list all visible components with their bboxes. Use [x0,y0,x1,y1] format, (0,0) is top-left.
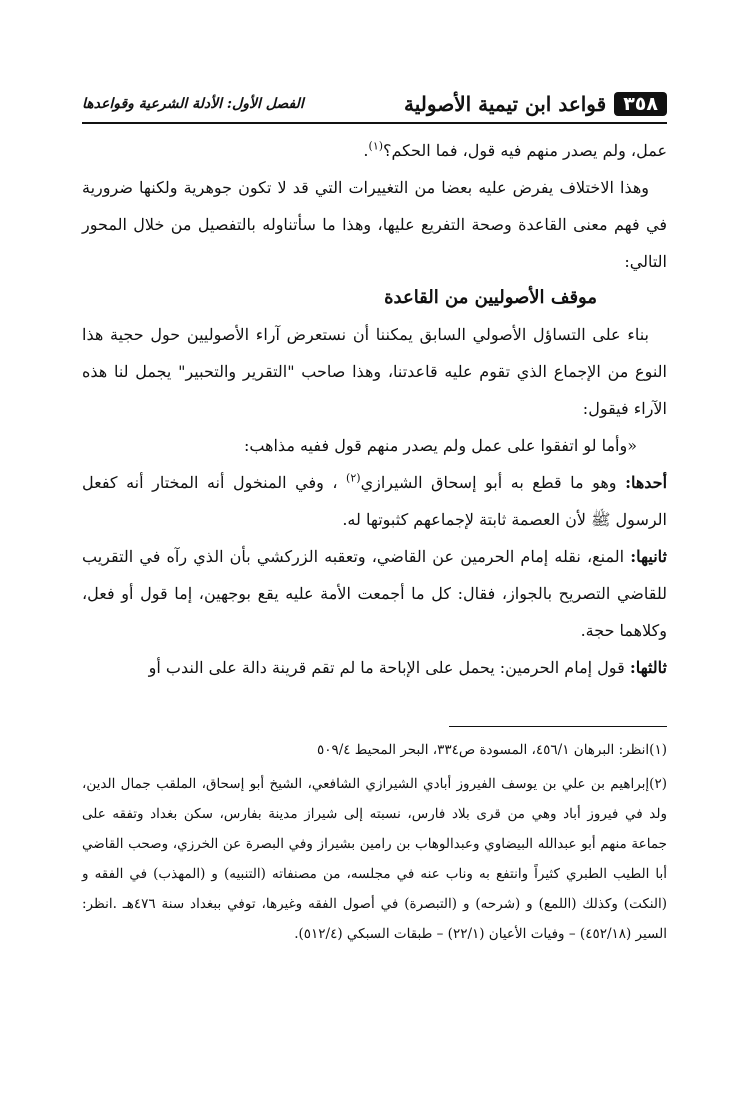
header-divider [82,122,667,124]
opinion-text: قول إمام الحرمين: يحمل على الإباحة ما لم تقم قرينة دالة على الندب أو [148,658,630,677]
running-header [82,86,667,122]
footnotes [82,735,667,949]
footnote-1: (١)انظر: البرهان ٤٥٦/١، المسودة ص٣٣٤، البحر المحيط ٥٠٩/٤ [316,742,667,758]
section-heading: موقف الأصوليين من القاعدة [384,287,597,308]
opinion-first [82,464,667,538]
book-title: قواعد ابن تيمية الأصولية [404,92,607,116]
quote-intro: «وأما لو اتفقوا على عمل ولم يصدر منهم قول ففيه مذاهب: [243,436,637,455]
footnote-ref-1: (١) [368,139,384,153]
paragraph: بناء على التساؤل الأصولي السابق يمكننا أن نستعرض آراء الأصوليين حول حجية هذا النوع من الإجماع الذي تقوم عليه قاعدتنا، وهذا صاحب "التقرير والتحبير" يجمل لنا هذه الآراء فيقول: [82,325,667,418]
paragraph: وهذا الاختلاف يفرض عليه بعضا من التغييرات التي قد لا تكون جوهرية ولكنها ضرورية في فهم معنى القاعدة وصحة التفريع عليها، وهذا ما سأتناوله بالتفصيل من خلال المحور التالي: [82,178,667,271]
opinion-label: ثالثها: [629,658,667,677]
chapter-title: الفصل الأول: الأدلة الشرعية وقواعدها [82,96,304,112]
opinion-third [82,649,667,686]
page-number: ٣٥٨ [614,92,667,116]
opinion-second [82,538,667,649]
footnote-divider [449,726,667,727]
paragraph-end: . [363,141,369,160]
main-text [82,132,667,686]
footnote-ref-2: (٢) [346,471,361,485]
paragraph-text: عمل، ولم يصدر منهم فيه قول، فما الحكم؟ [383,141,667,160]
opinion-text: ، وفي المنخول أنه المختار أنه كفعل الرسول ﷺ لأن العصمة ثابتة لإجماعهم كثبوتها له. [82,473,667,529]
opinion-text: وهو ما قطع به أبو إسحاق الشيرازي [360,473,626,492]
opinion-label: ثانيها: [630,547,667,566]
paragraph-continuation [82,132,667,169]
footnote-2: (٢)إبراهيم بن علي بن يوسف الفيروز أبادي الشيرازي الشافعي، الشيخ أبو إسحاق، الملقب جمال الدين، ولد في فيروز أباد وهي من قرى بلاد فارس، نسبته إلى شيراز مدينة بفارس، سكن بغداد وتفقه على جماعة منهم أبو عبدالله البيضاوي وعبدالوهاب بن رامين بشيراز وفي البصرة عن الخرزي، وصحب القاضي أبا الطيب الطبري كثيراً وانتفع به وناب عنه في مجلسه، من مصنفاته (التنبيه) و (المهذب) في الفقه و (النكت) وكذلك (اللمع) و (شرحه) و (التبصرة) في أصول الفقه وغيرها، توفي ببغداد سنة ٤٧٦هـ .انظر: السير (٤٥٢/١٨) – وفيات الأعيان (٢٢/١) – طبقات السبكي (٥١٢/٤). [82,776,667,942]
opinion-label: أحدها: [625,473,668,492]
opinion-text: المنع، نقله إمام الحرمين عن القاضي، وتعقبه الزركشي بأن الذي رآه في التقريب للقاضي التصريح بالجواز، فقال: كل ما أجمعت الأمة عليه يقع بوجهين، إما قول أو فعل، وكلاهما حجة. [82,547,668,640]
